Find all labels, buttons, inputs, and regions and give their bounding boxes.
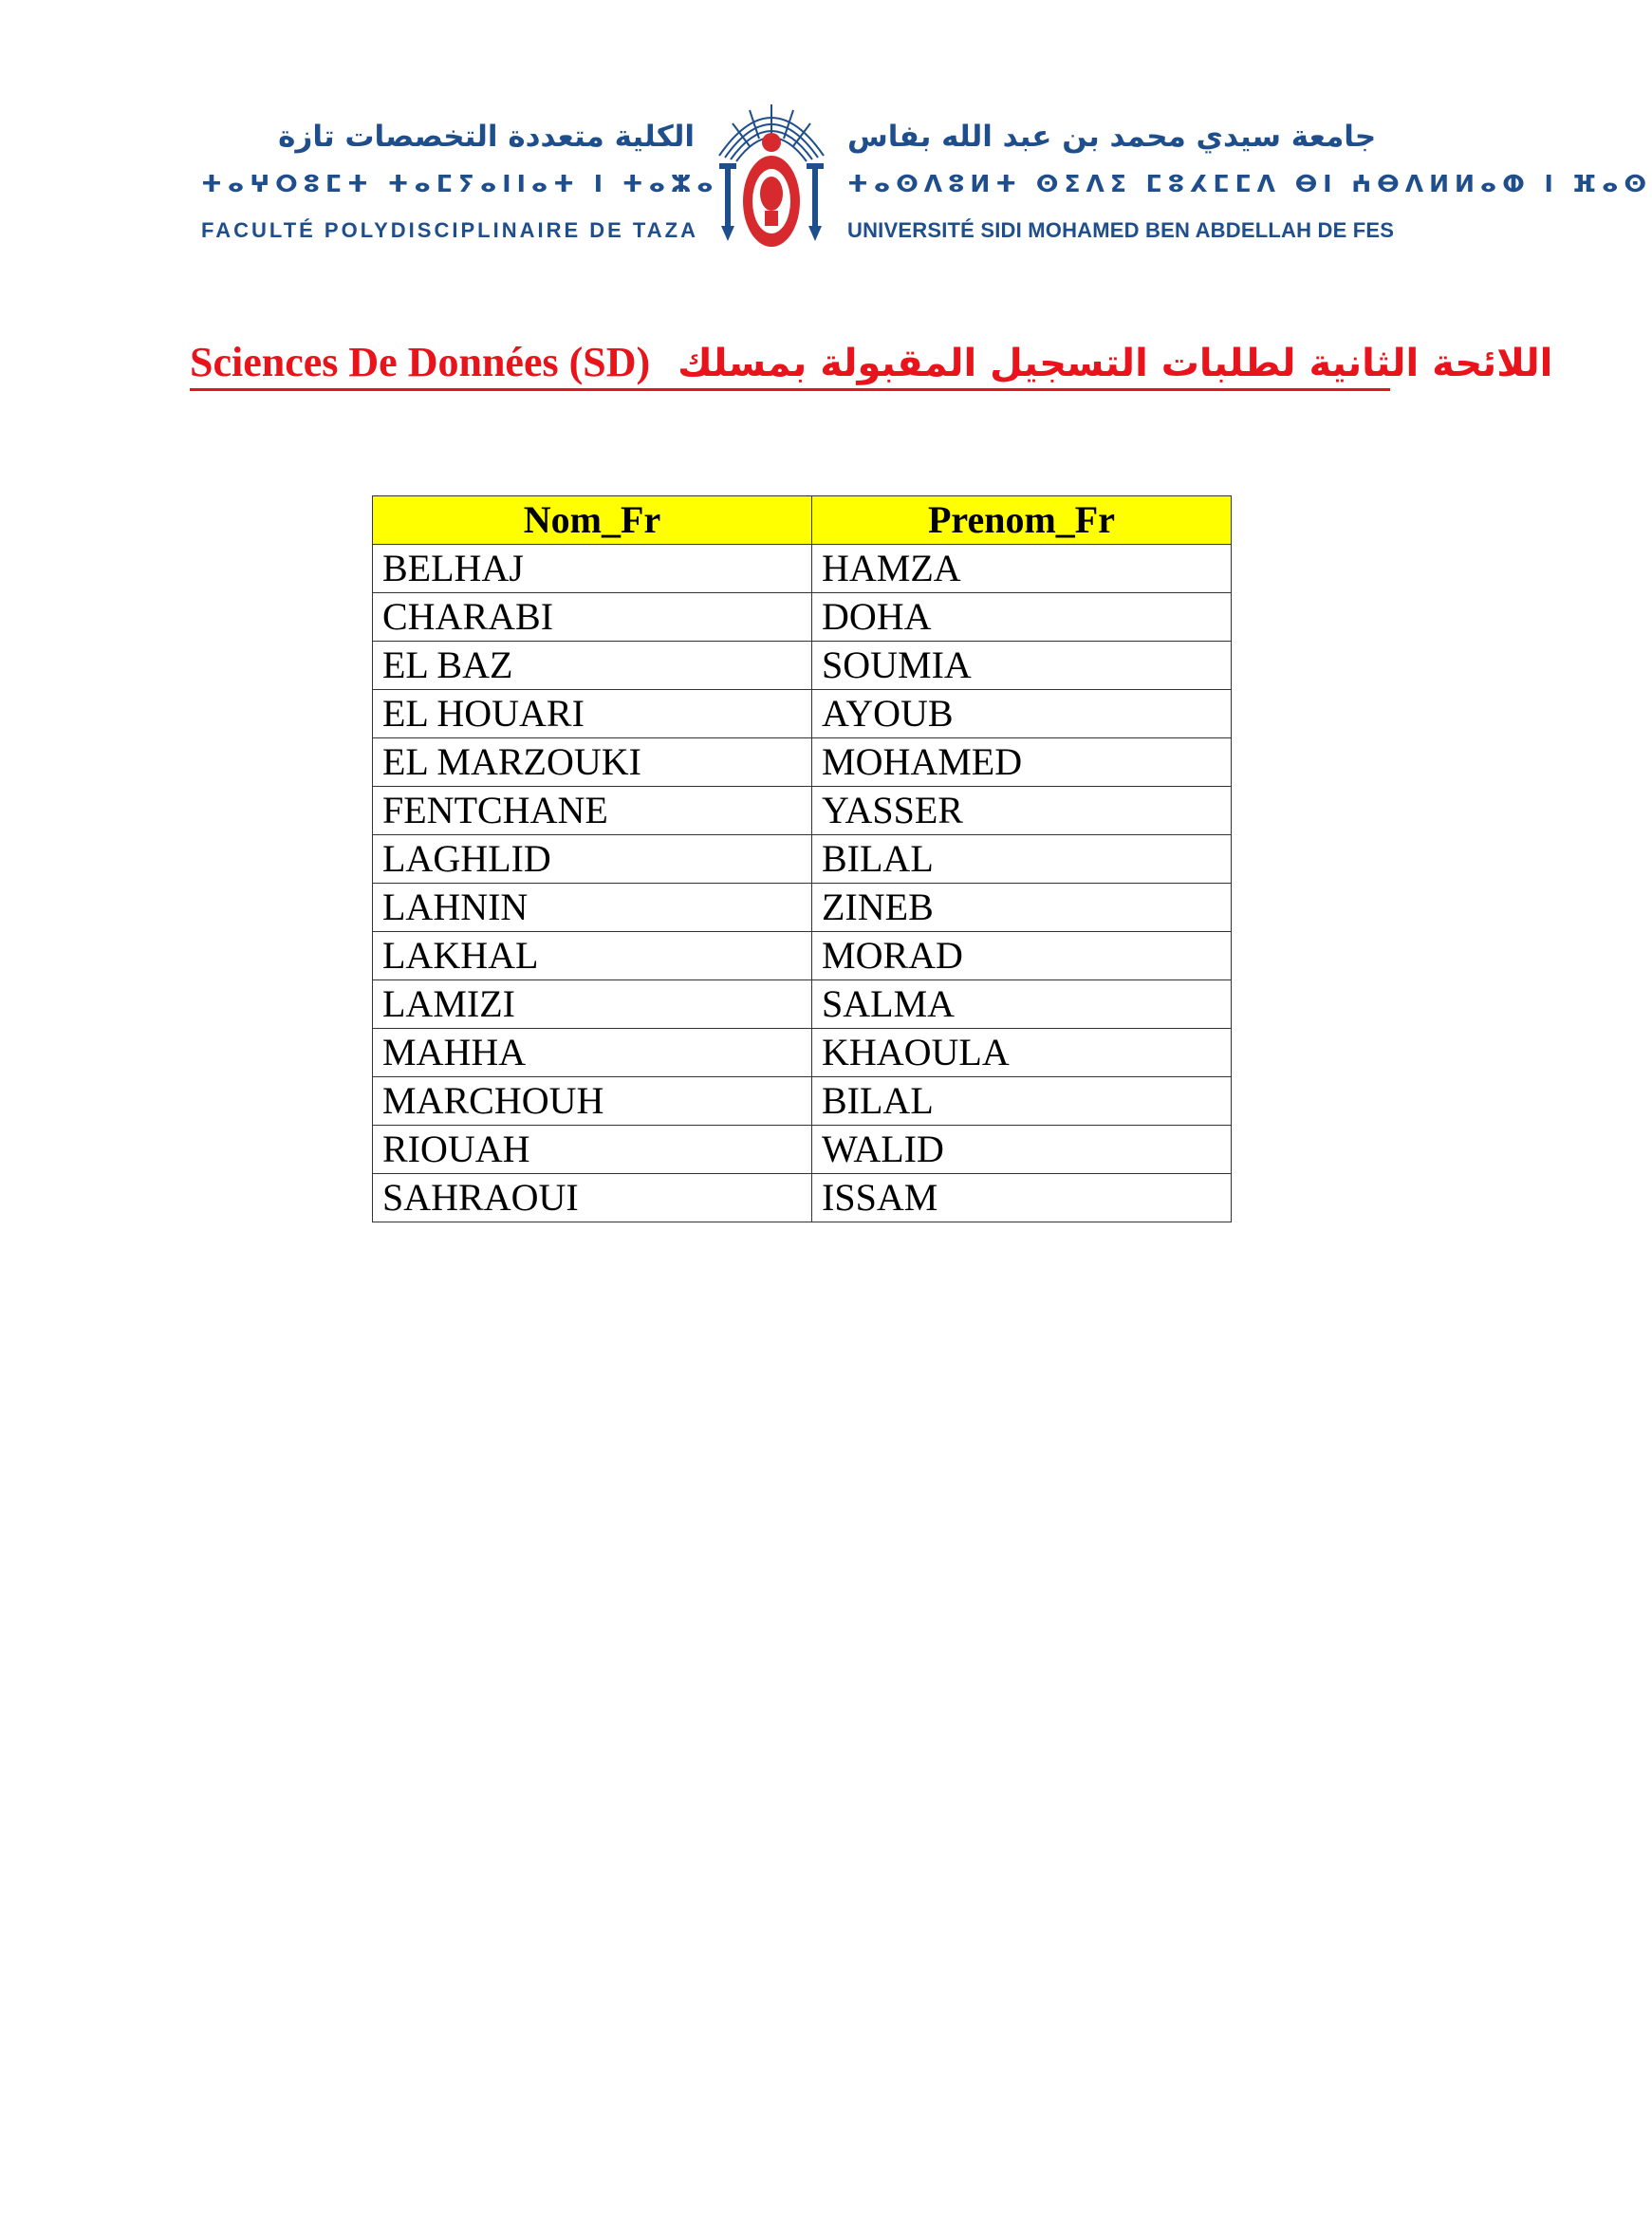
cell-prenom: SALMA: [812, 980, 1232, 1029]
cell-prenom: BILAL: [812, 835, 1232, 884]
university-emblem-icon: [712, 99, 831, 262]
cell-nom: FENTCHANE: [373, 787, 812, 835]
table-row: [373, 545, 1232, 593]
cell-nom: LAMIZI: [373, 980, 812, 1029]
cell-prenom: DOHA: [812, 593, 1232, 642]
faculty-name-tifinagh: ⵜⴰⵖⵔⵓⵎⵜ ⵜⴰⵎⵢⴰⵏⵏⴰⵜ ⵏ ⵜⴰⵣⴰ: [201, 170, 719, 197]
cell-prenom: KHAOULA: [812, 1029, 1232, 1077]
faculty-name-arabic: الكلية متعددة التخصصات تازة: [278, 120, 695, 154]
table-row: [373, 1126, 1232, 1174]
cell-prenom: BILAL: [812, 1077, 1232, 1126]
table-header-row: [373, 496, 1232, 545]
table-row: [373, 835, 1232, 884]
table-row: [373, 884, 1232, 932]
faculty-name-block: [201, 118, 719, 245]
page-title: [190, 337, 1553, 391]
cell-nom: MARCHOUH: [373, 1077, 812, 1126]
cell-prenom: MORAD: [812, 932, 1232, 980]
table-row: [373, 593, 1232, 642]
column-header-prenom: Prenom_Fr: [812, 496, 1232, 545]
cell-nom: BELHAJ: [373, 545, 812, 593]
cell-nom: LAHNIN: [373, 884, 812, 932]
cell-nom: LAGHLID: [373, 835, 812, 884]
cell-nom: SAHRAOUI: [373, 1174, 812, 1222]
cell-prenom: HAMZA: [812, 545, 1232, 593]
admitted-students-table: [372, 495, 1232, 1222]
cell-prenom: AYOUB: [812, 690, 1232, 738]
cell-nom: RIOUAH: [373, 1126, 812, 1174]
table-row: [373, 738, 1232, 787]
cell-nom: EL MARZOUKI: [373, 738, 812, 787]
table-row: [373, 1174, 1232, 1222]
cell-nom: EL HOUARI: [373, 690, 812, 738]
cell-prenom: ZINEB: [812, 884, 1232, 932]
cell-prenom: YASSER: [812, 787, 1232, 835]
faculty-name-french: FACULTÉ POLYDISCIPLINAIRE DE TAZA: [201, 218, 698, 242]
title-arabic: اللائحة الثانية لطلبات التسجيل المقبولة بمسلك: [678, 342, 1553, 385]
table-row: [373, 1077, 1232, 1126]
table-row: [373, 932, 1232, 980]
table-row: [373, 1029, 1232, 1077]
table-row: [373, 690, 1232, 738]
university-name-tifinagh: ⵜⴰⵙⴷⵓⵍⵜ ⵙⵉⴷⵉ ⵎⵓⵃⵎⵎⴷ ⴱⵏ ⵄⴱⴷⵍⵍⴰⵀ ⵏ ⴼⴰⵙ: [847, 170, 1652, 197]
cell-prenom: ISSAM: [812, 1174, 1232, 1222]
cell-nom: LAKHAL: [373, 932, 812, 980]
table-row: [373, 642, 1232, 690]
cell-nom: CHARABI: [373, 593, 812, 642]
table-row: [373, 787, 1232, 835]
cell-prenom: SOUMIA: [812, 642, 1232, 690]
table-row: [373, 980, 1232, 1029]
title-french: Sciences De Données (SD): [190, 339, 651, 385]
university-name-block: [847, 118, 1652, 245]
cell-nom: EL BAZ: [373, 642, 812, 690]
cell-prenom: WALID: [812, 1126, 1232, 1174]
university-name-arabic: جامعة سيدي محمد بن عبد الله بفاس: [847, 120, 1377, 154]
page-header: [0, 0, 1652, 285]
university-name-french: UNIVERSITÉ SIDI MOHAMED BEN ABDELLAH DE FES: [847, 218, 1395, 242]
cell-nom: MAHHA: [373, 1029, 812, 1077]
column-header-nom: Nom_Fr: [373, 496, 812, 545]
table-body: [373, 545, 1232, 1222]
cell-prenom: MOHAMED: [812, 738, 1232, 787]
